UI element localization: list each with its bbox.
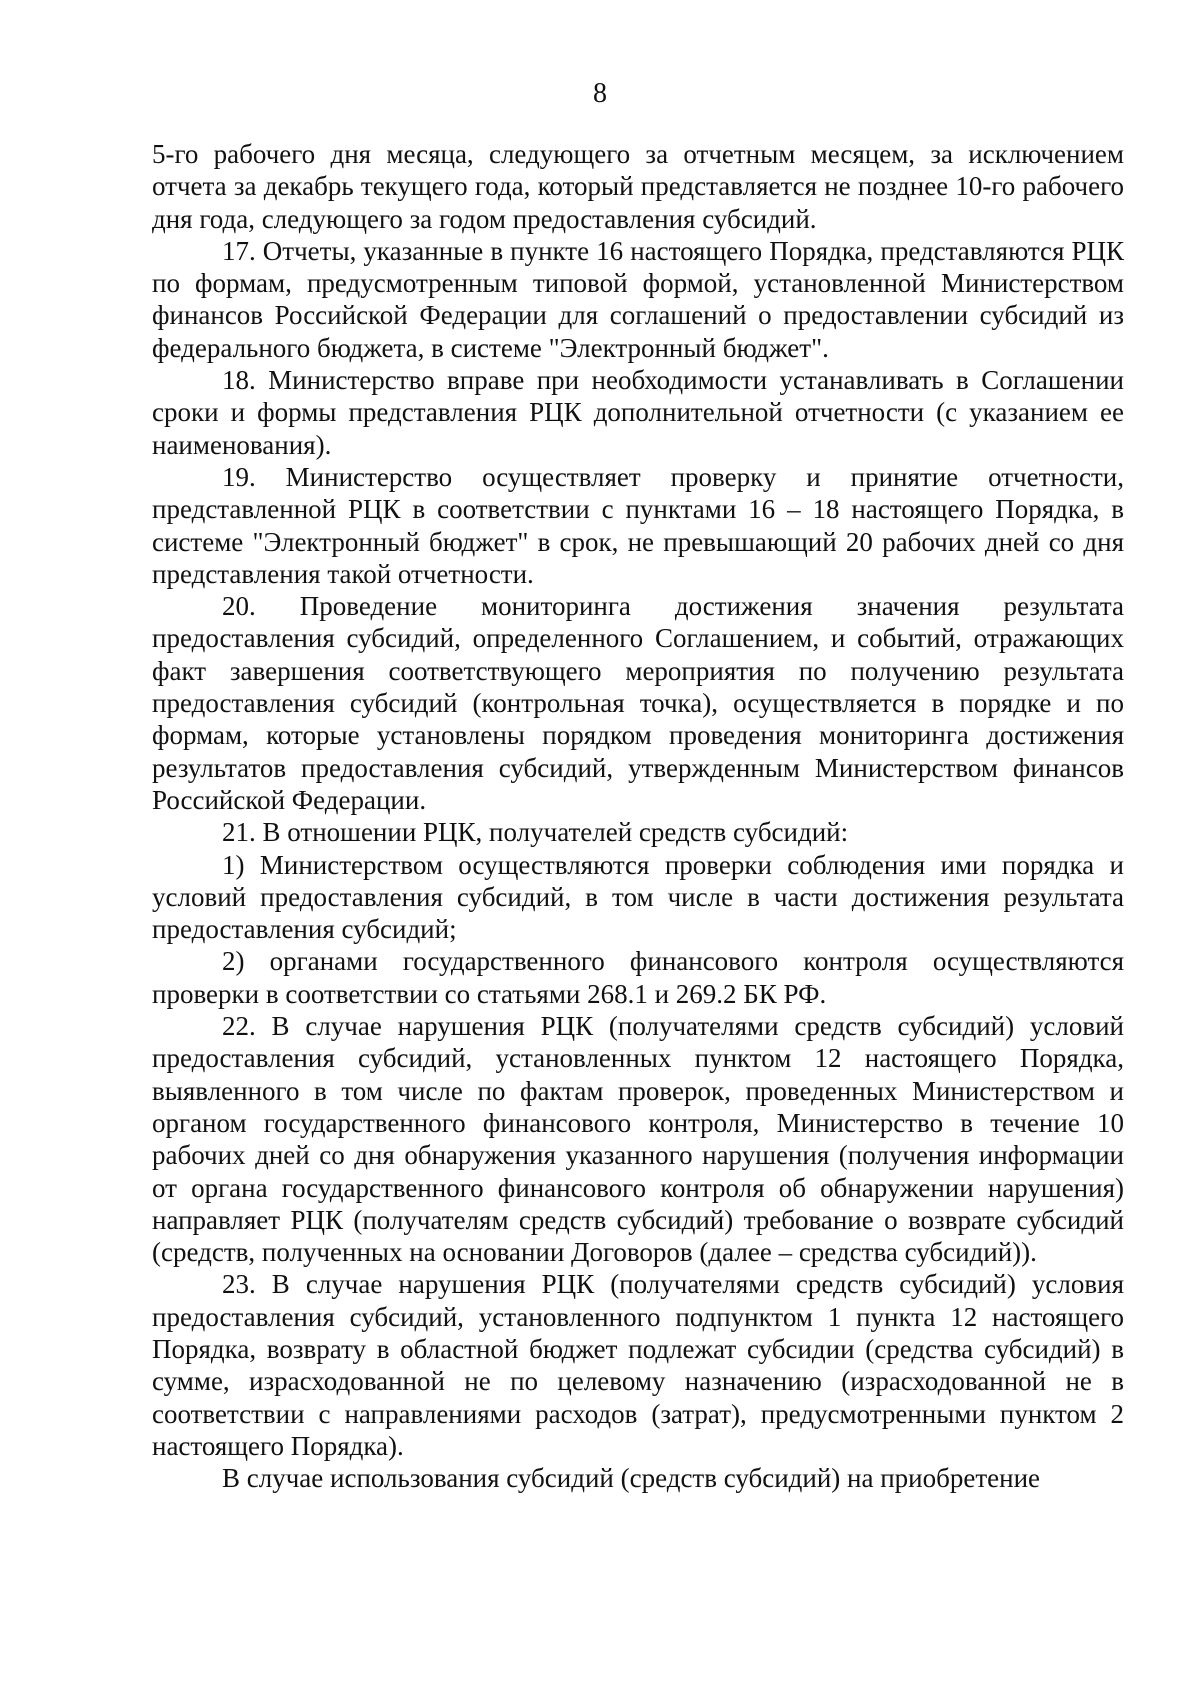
- paragraph-19: 19. Министерство осуществляет проверку и принятие отчетности, представленной РЦК в соответствии с пунктами 16 – 18 настоящего Порядка, в системе "Электронный бюджет" в срок, не превышающий 20 рабочих дней со дня представления такой отчетности.: [152, 461, 1124, 589]
- paragraph-18: 18. Министерство вправе при необходимости устанавливать в Соглашении сроки и формы представления РЦК дополнительной отчетности (с указанием ее наименования).: [152, 365, 1124, 460]
- paragraph-23-continuation: В случае использования субсидий (средств субсидий) на приобретение: [222, 1463, 1041, 1494]
- paragraph-23: 23. В случае нарушения РЦК (получателями средств субсидий) условия предоставления субсидий, установленного подпунктом 1 пункта 12 настоящего Порядка, возврату в областной бюджет подлежат субсидии (средства субсидий) в сумме, израсходованной не по целевому назначению (израсходованной не в соответствии с направлениями расходов (затрат), предусмотренными пунктом 2 настоящего Порядка).: [152, 1269, 1124, 1461]
- paragraph-21-item-2: 2) органами государственного финансового контроля осуществляются проверки в соответствии со статьями 268.1 и 269.2 БК РФ.: [152, 946, 1124, 1009]
- paragraph-continuation: 5-го рабочего дня месяца, следующего за отчетным месяцем, за исключением отчета за декабрь текущего года, который представляется не позднее 10-го рабочего дня года, следующего за годом предоставления субсидий.: [152, 139, 1124, 234]
- paragraph-21: 21. В отношении РЦК, получателей средств субсидий:: [222, 817, 849, 848]
- document-body: [152, 138, 1124, 1494]
- page-number: 8: [593, 78, 607, 109]
- paragraph-20: 20. Проведение мониторинга достижения значения результата предоставления субсидий, определенного Соглашением, и событий, отражающих факт завершения соответствующего мероприятия по получению результата предоставления субсидий (контрольная точка), осуществляется в порядке и по формам, которые установлены порядком проведения мониторинга достижения результатов предоставления субсидий, утвержденным Министерством финансов Российской Федерации.: [152, 591, 1124, 815]
- paragraph-22: 22. В случае нарушения РЦК (получателями средств субсидий) условий предоставления субсидий, установленных пунктом 12 настоящего Порядка, выявленного в том числе по фактам проверок, проведенных Министерством и органом государственного финансового контроля, Министерство в течение 10 рабочих дней со дня обнаружения указанного нарушения (получения информации от органа государственного финансового контроля об обнаружении нарушения) направляет РЦК (получателям средств субсидий) требование о возврате субсидий (средств, полученных на основании Договоров (далее – средства субсидий)).: [152, 1011, 1124, 1268]
- paragraph-21-item-1: 1) Министерством осуществляются проверки соблюдения ими порядка и условий предоставления субсидий, в том числе в части достижения результата предоставления субсидий;: [152, 849, 1124, 945]
- paragraph-17: 17. Отчеты, указанные в пункте 16 настоящего Порядка, представляются РЦК по формам, предусмотренным типовой формой, установленной Министерством финансов Российской Федерации для соглашений о предоставлении субсидий из федерального бюджета, в системе "Электронный бюджет".: [152, 235, 1124, 363]
